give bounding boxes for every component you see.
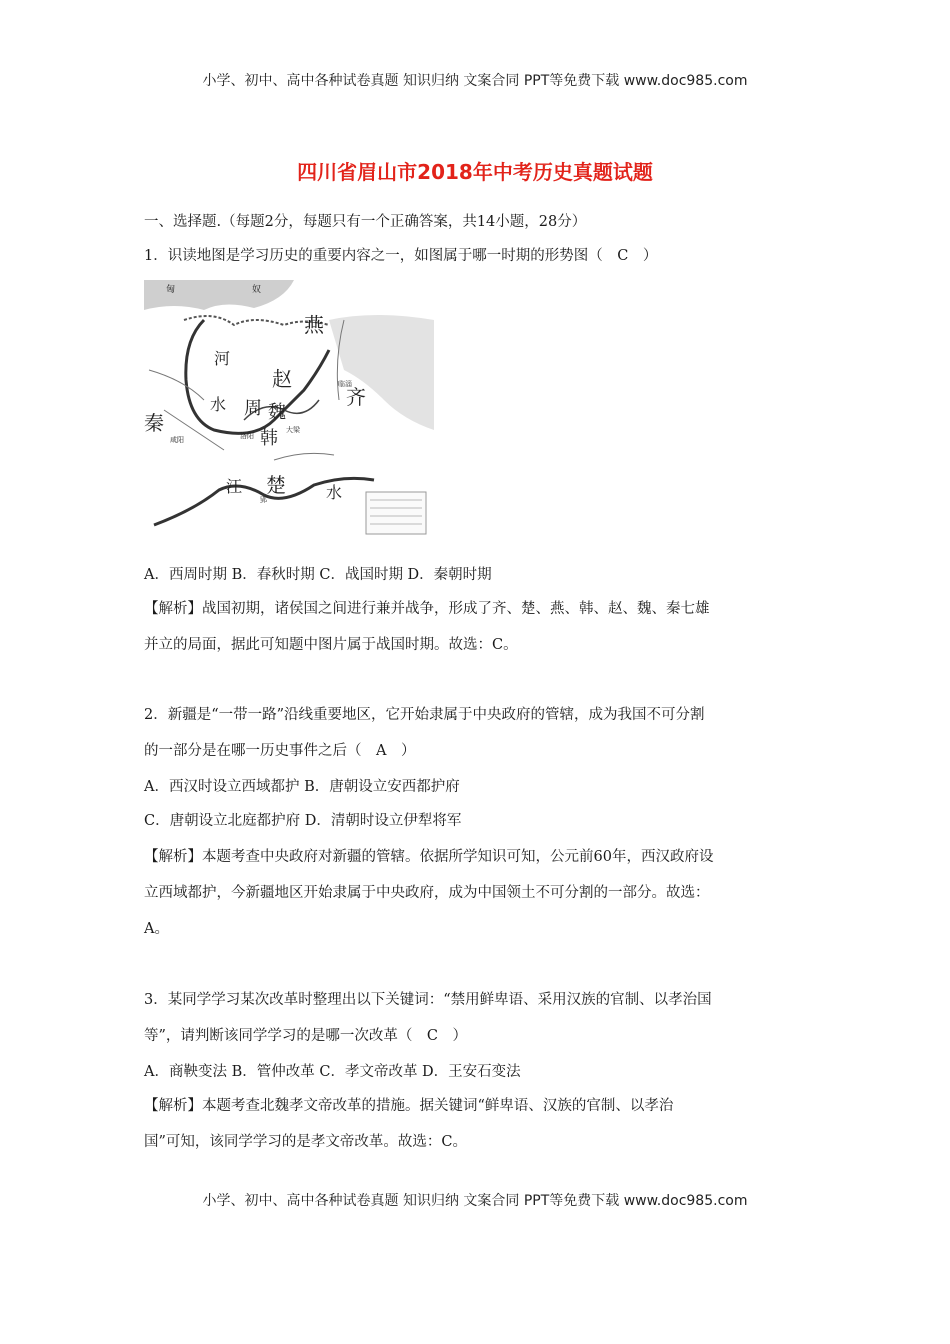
- question-3-stem-line: 等”，请判断该同学学习的是哪一次改革（ C ）: [144, 1028, 468, 1044]
- map-label: 齐: [346, 385, 366, 409]
- section-heading: 一、选择题.（每题2分，每题只有一个正确答案，共14小题，28分）: [144, 214, 587, 230]
- map-city-label: 洛阳: [240, 432, 254, 440]
- question-1-analysis-line: 并立的局面，据此可知题中图片属于战国时期。故选：C。: [144, 637, 518, 653]
- map-legend: [366, 492, 426, 534]
- map-city-label: 咸阳: [170, 436, 184, 444]
- question-2-analysis-line: 立西域都护，今新疆地区开始隶属于中央政府，成为中国领土不可分割的一部分。故选：: [144, 885, 710, 901]
- map-label: 魏: [268, 402, 286, 423]
- question-2-analysis-line: A。: [144, 921, 169, 937]
- question-2-stem-line: 的一部分是在哪一历史事件之后（ A ）: [144, 743, 416, 759]
- map-label: 楚: [266, 473, 286, 497]
- map-label: 水: [326, 483, 343, 502]
- question-1-stem: 1．识读地图是学习历史的重要内容之一，如图属于哪一时期的形势图（ C ）: [144, 248, 658, 264]
- map-label: 奴: [252, 285, 262, 295]
- page-title: 四川省眉山市2018年中考历史真题试题: [297, 160, 653, 184]
- question-3-analysis-line: 【解析】本题考查北魏孝文帝改革的措施。据关键词“鲜卑语、汉族的官制、以孝治: [144, 1098, 674, 1114]
- question-2-stem-line: 2．新疆是“一带一路”沿线重要地区，它开始隶属于中央政府的管辖，成为我国不可分割: [144, 707, 705, 723]
- map-city-label: 郢: [260, 496, 267, 504]
- question-1-options: A．西周时期 B．春秋时期 C．战国时期 D．秦朝时期: [144, 567, 492, 583]
- question-3-analysis-line: 国”可知，该同学学习的是孝文帝改革。故选：C。: [144, 1134, 468, 1150]
- map-figure: [144, 280, 434, 538]
- page-footer: 小学、初中、高中各种试卷真题 知识归纳 文案合同 PPT等免费下载 www.doc985.com: [202, 1193, 748, 1209]
- question-2-analysis-line: 【解析】本题考查中央政府对新疆的管辖。依据所学知识可知，公元前60年，西汉政府设: [144, 849, 714, 865]
- question-3-stem-line: 3．某同学学习某次改革时整理出以下关键词：“禁用鲜卑语、采用汉族的官制、以孝治国: [144, 992, 712, 1008]
- map-label: 水: [210, 395, 227, 414]
- question-3-options: A．商鞅变法 B．管仲改革 C．孝文帝改革 D．王安石变法: [144, 1064, 521, 1080]
- map-label: 燕: [304, 313, 324, 337]
- map-label: 韩: [260, 428, 278, 449]
- page-header: 小学、初中、高中各种试卷真题 知识归纳 文案合同 PPT等免费下载 www.doc985.com: [202, 73, 748, 89]
- warring-states-map: [144, 280, 434, 538]
- map-label: 河: [214, 349, 231, 368]
- map-city-label: 大梁: [286, 426, 300, 434]
- map-city-label: 临淄: [338, 380, 352, 388]
- map-label: 周: [244, 398, 262, 419]
- map-label: 秦: [144, 411, 164, 435]
- question-2-options-line: C．唐朝设立北庭都护府 D．清朝时设立伊犁将军: [144, 813, 462, 829]
- map-label: 赵: [272, 367, 292, 391]
- map-label: 江: [226, 477, 243, 496]
- question-2-options-line: A．西汉时设立西域都护 B．唐朝设立安西都护府: [144, 779, 460, 795]
- map-label: 匈: [166, 285, 176, 295]
- question-1-analysis-line: 【解析】战国初期，诸侯国之间进行兼并战争，形成了齐、楚、燕、韩、赵、魏、秦七雄: [144, 601, 710, 617]
